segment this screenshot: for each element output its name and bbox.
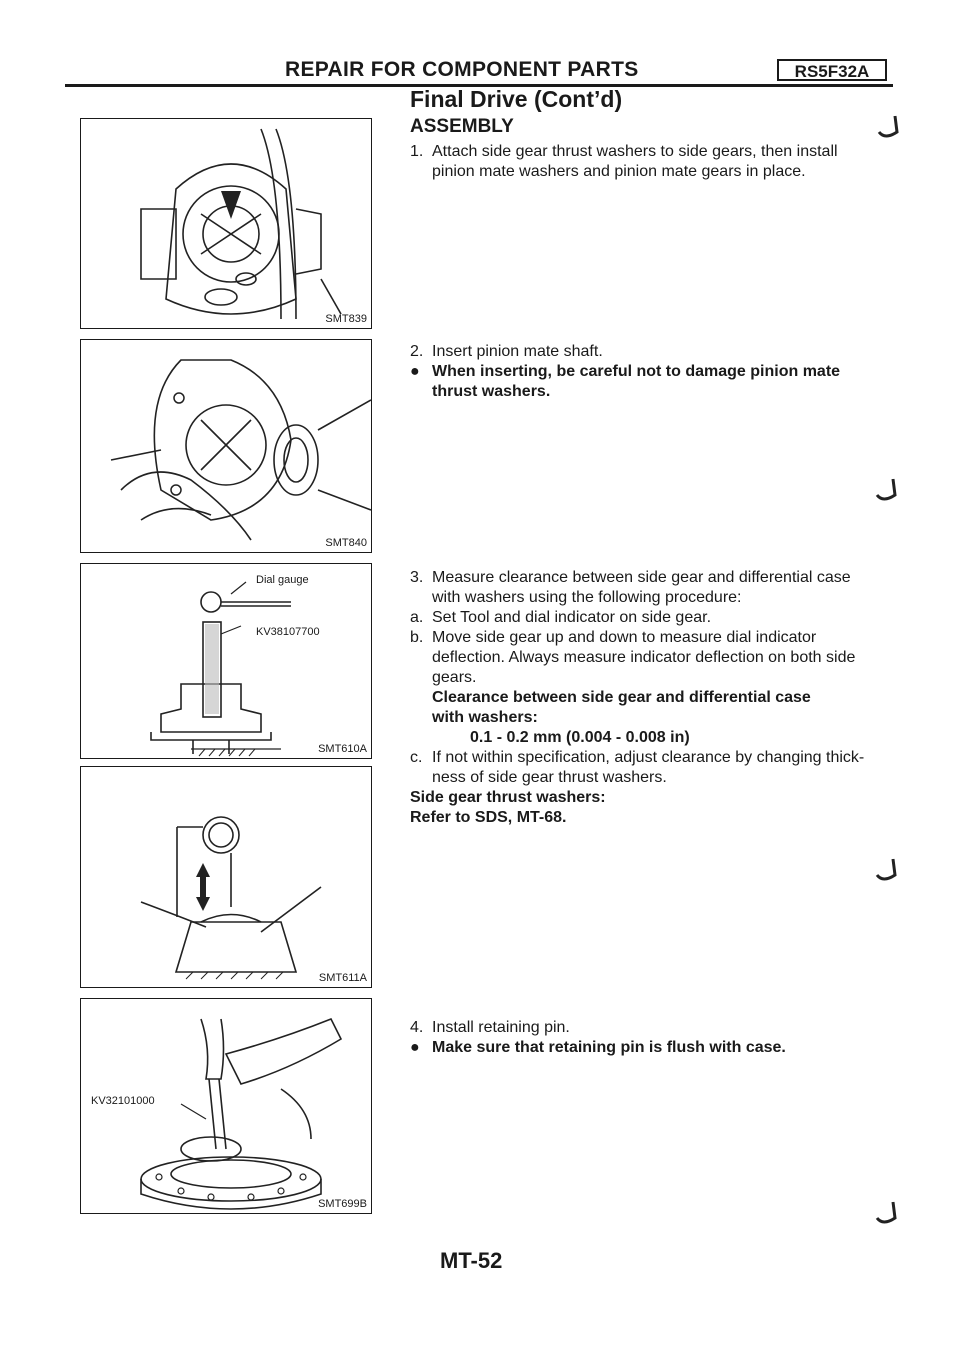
page-number: MT-52 bbox=[440, 1248, 503, 1273]
substep-text: Move side gear up and down to measure dial indicator bbox=[432, 629, 817, 646]
reference-link: Refer to SDS, MT-68. bbox=[410, 809, 567, 826]
page-header-title: REPAIR FOR COMPONENT PARTS bbox=[285, 58, 639, 81]
substep-mark: c. bbox=[410, 749, 423, 766]
substep-mark: a. bbox=[410, 609, 424, 626]
step-4 bbox=[410, 1018, 786, 1058]
bullet-icon: ● bbox=[410, 363, 420, 380]
spec-value: 0.1 - 0.2 mm (0.004 - 0.008 in) bbox=[470, 729, 690, 746]
figure-pinion-shaft-insert bbox=[80, 339, 372, 553]
caution-note: When inserting, be careful not to damage pinion mate bbox=[432, 363, 841, 380]
step-text: Install retaining pin. bbox=[432, 1019, 570, 1036]
step-number: 3. bbox=[410, 569, 424, 586]
spec-label: with washers: bbox=[432, 709, 538, 726]
pinion-shaft-illustration bbox=[81, 340, 371, 552]
step-text: with washers using the following procedure: bbox=[432, 589, 742, 606]
step-1 bbox=[410, 142, 838, 182]
dial-gauge-label: Dial gauge bbox=[256, 574, 309, 586]
tool-number-label: KV38107700 bbox=[256, 626, 320, 638]
figure-code: SMT611A bbox=[318, 972, 367, 984]
checkmark-icon bbox=[873, 1198, 899, 1228]
step-text: Insert pinion mate shaft. bbox=[432, 343, 603, 360]
checkmark-icon bbox=[875, 112, 901, 142]
substep-mark: b. bbox=[410, 629, 424, 646]
checkmark-icon bbox=[873, 855, 899, 885]
figure-measure-deflection bbox=[80, 766, 372, 988]
bullet-icon: ● bbox=[410, 1039, 420, 1056]
step-text: Attach side gear thrust washers to side gears, then install bbox=[432, 143, 838, 160]
figure-dial-gauge-setup bbox=[80, 563, 372, 759]
figure-retaining-pin bbox=[80, 998, 372, 1214]
substep-text: deflection. Always measure indicator deflection on both side bbox=[432, 649, 856, 666]
step-number: 1. bbox=[410, 143, 424, 160]
tool-number-label: KV32101000 bbox=[91, 1095, 155, 1107]
spec-label: Clearance between side gear and differential case bbox=[432, 689, 811, 706]
substep-text: ness of side gear thrust washers. bbox=[432, 769, 667, 786]
figure-code: SMT610A bbox=[318, 743, 367, 755]
reference-label: Side gear thrust washers: bbox=[410, 789, 606, 806]
differential-case-illustration bbox=[81, 119, 371, 328]
section-subtitle: ASSEMBLY bbox=[410, 116, 514, 137]
step-3 bbox=[410, 568, 864, 828]
figure-code: SMT840 bbox=[325, 537, 367, 549]
dial-gauge-illustration bbox=[81, 564, 371, 758]
step-2 bbox=[410, 342, 840, 402]
step-number: 2. bbox=[410, 343, 424, 360]
caution-note: thrust washers. bbox=[432, 383, 551, 400]
step-number: 4. bbox=[410, 1019, 424, 1036]
figure-code: SMT699B bbox=[318, 1198, 367, 1210]
step-text: Measure clearance between side gear and differential case bbox=[432, 569, 851, 586]
substep-text: gears. bbox=[432, 669, 477, 686]
substep-text: Set Tool and dial indicator on side gear. bbox=[432, 609, 712, 626]
step-text: pinion mate washers and pinion mate gears in place. bbox=[432, 163, 806, 180]
caution-note: Make sure that retaining pin is flush with case. bbox=[432, 1039, 786, 1056]
checkmark-icon bbox=[873, 475, 899, 505]
substep-text: If not within specification, adjust clearance by changing thick- bbox=[432, 749, 865, 766]
figure-differential-case bbox=[80, 118, 372, 329]
deflection-measure-illustration bbox=[81, 767, 371, 987]
figure-code: SMT839 bbox=[325, 313, 367, 325]
section-title: Final Drive (Cont’d) bbox=[410, 86, 623, 112]
model-badge: RS5F32A bbox=[777, 59, 887, 81]
